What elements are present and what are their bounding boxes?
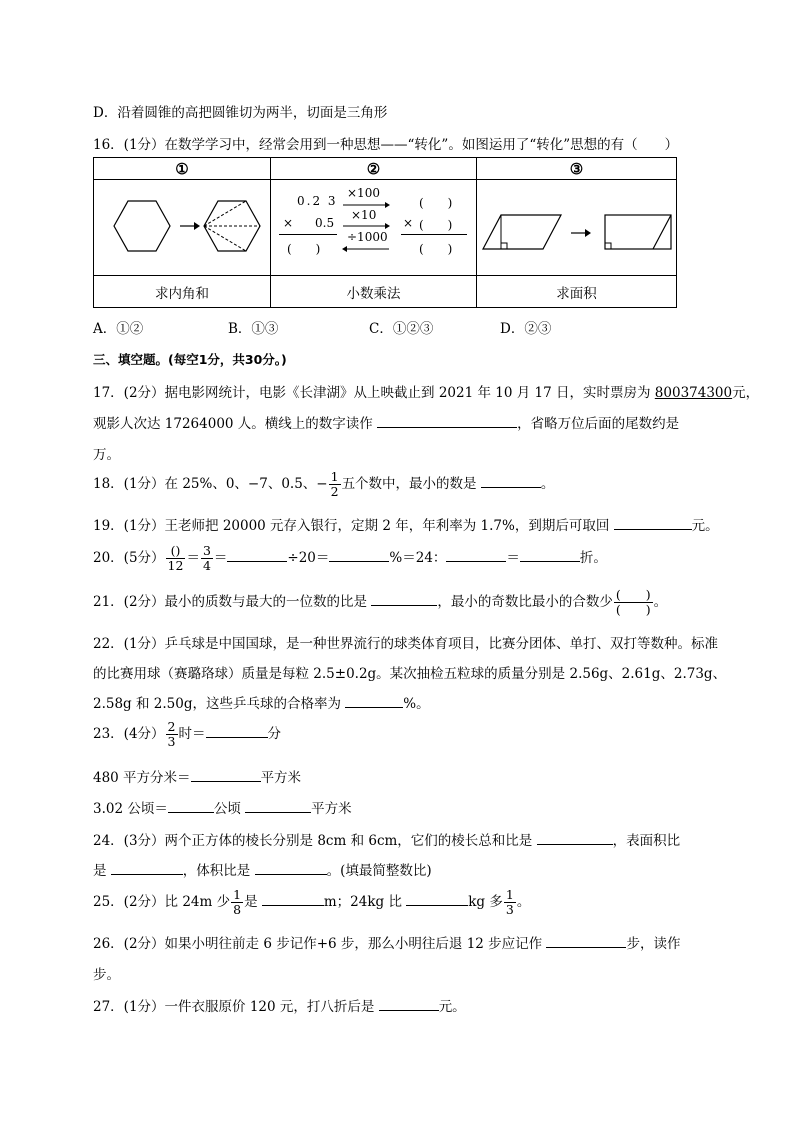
q25-fraction-1: $\frac{1}{8}$	[233, 887, 242, 917]
q16-figure-table	[93, 157, 677, 308]
q26-line-1: 26．(2分）如果小明往前走 6 步记作+6 步，那么小明往后退 12 步应记作 步，读作	[93, 932, 680, 952]
q19-line: 19．(1分）王老师把 20000 元存入银行，定期 2 年，年利率为 1.7%，到期后可取回 元。	[93, 514, 719, 534]
q24-line-2: 是 ，体积比是 。(填最简整数比)	[93, 859, 432, 879]
fig-caption-1: 求内角和	[94, 276, 271, 308]
calc-result-2: ( )	[419, 218, 453, 232]
q22-line-2: 的比赛用球（赛璐珞球）质量是每粒 2.5±0.2g。某次抽检五粒球的质量分别是 2.56g、2.61g、2.73g、	[93, 666, 727, 682]
q17-underlined-number: 800374300	[654, 385, 733, 401]
q15-option-d: D．沿着圆锥的高把圆锥切为两半，切面是三角形	[93, 105, 388, 121]
q27-line: 27．(1分）一件衣服原价 120 元，打八折后是 元。	[93, 995, 466, 1015]
q17-answer-blank-1[interactable]	[377, 413, 517, 428]
q21-fraction: $\frac{( )}{( )}$	[615, 587, 651, 617]
decimal-multiplication-diagram	[271, 180, 477, 276]
q25-fraction-2: $\frac{1}{3}$	[505, 887, 514, 917]
q22-answer-blank[interactable]	[345, 693, 403, 708]
q21-answer-blank[interactable]	[371, 591, 437, 606]
q20-blank-1[interactable]	[227, 547, 287, 562]
hexagon-diagram	[94, 180, 271, 276]
hexagon-to-triangles-svg	[94, 181, 270, 271]
q23-fraction: $\frac{2}{3}$	[167, 719, 176, 749]
q25-blank-1[interactable]	[262, 891, 324, 906]
calc-div1000-label: ÷1000	[347, 230, 388, 244]
fig-caption-3: 求面积	[477, 276, 677, 308]
q23-line-3: 3.02 公顷＝ 公顷 平方米	[93, 797, 352, 817]
q16-option-d: D．②③	[500, 321, 552, 337]
q24-line-1: 24．(3分）两个正方体的棱长分别是 8cm 和 6cm，它们的棱长总和比是 ，表面积比	[93, 829, 680, 849]
q17-line-3: 万。	[93, 447, 120, 463]
q18-fraction: $\frac{1}{2}$	[330, 469, 339, 499]
q24-blank-2[interactable]	[111, 860, 183, 875]
q20-blank-3[interactable]	[446, 547, 506, 562]
calc-factor-a: 0.2 3	[297, 194, 338, 208]
q23-blank-4[interactable]	[245, 798, 311, 813]
calc-x10-label: ×10	[351, 208, 377, 222]
q27-answer-blank[interactable]	[379, 996, 439, 1011]
q16-stem: 16．(1分）在数学学习中，经常会用到一种思想——“转化”。如图运用了“转化”思想的有（ ）	[93, 137, 679, 153]
calc-times-sign-1: ×	[283, 216, 294, 230]
q22-line-3: 2.58g 和 2.50g，这些乒乓球的合格率为 %。	[93, 692, 430, 712]
q23-blank-2[interactable]	[191, 767, 261, 782]
parallelogram-diagram	[477, 180, 677, 276]
q16-option-c: C．①②③	[369, 321, 434, 337]
fig-caption-2: 小数乘法	[271, 276, 477, 308]
q20-fraction-2: $\frac{3}{4}$	[202, 543, 211, 573]
calc-result-left: ( )	[287, 242, 321, 256]
q26-line-2: 步。	[93, 967, 120, 983]
calc-times-sign-2: ×	[403, 216, 414, 230]
q18-line: 18．(1分）在 25%、0、−7、0.5、− $\frac{1}{2}$ 五个数中，最小的数是 。	[93, 469, 555, 499]
calc-result-1: ( )	[419, 196, 453, 210]
fig-label-2: ②	[271, 158, 477, 180]
parallelogram-to-rectangle-svg	[477, 181, 676, 271]
q26-blank-1[interactable]	[546, 933, 626, 948]
q25-line: 25．(2分）比 24m 少 $\frac{1}{8}$ 是 m；24kg 比 kg 多 $\frac{1}{3}$ 。	[93, 887, 531, 917]
q19-answer-blank[interactable]	[614, 515, 692, 530]
section-3-heading: 三、填空题。(每空1分，共30分。)	[93, 352, 287, 367]
q25-blank-2[interactable]	[406, 891, 468, 906]
calc-factor-b: 0.5	[315, 216, 335, 230]
q23-blank-3[interactable]	[168, 798, 214, 813]
fig-label-1: ①	[94, 158, 271, 180]
q17-line-2: 观影人次达 17264000 人。横线上的数字读作 ，省略万位后面的尾数约是	[93, 412, 679, 432]
fig-label-3: ③	[477, 158, 677, 180]
q20-blank-2[interactable]	[329, 547, 389, 562]
q23-line-2: 480 平方分米＝ 平方米	[93, 766, 301, 786]
q23-blank-1[interactable]	[206, 723, 268, 738]
calc-result-3: ( )	[419, 242, 453, 256]
q20-line: 20．(5分） $\frac{()}{12}$ ＝ $\frac{3}{4}$ ＝ ÷20＝ %＝24： ＝ 折。	[93, 543, 607, 573]
q16-option-b: B．①③	[228, 321, 279, 337]
q16-option-a: A．①②	[93, 321, 144, 337]
q20-fraction-1: $\frac{()}{12}$	[167, 543, 184, 573]
q20-blank-4[interactable]	[520, 547, 580, 562]
calc-x100-label: ×100	[347, 186, 380, 200]
q23-line-1: 23．(4分） $\frac{2}{3}$ 时＝ 分	[93, 719, 281, 749]
q17-line-1: 17．(2分）据电影网统计，电影《长津湖》从上映截止到 2021 年 10 月 17 日，实时票房为 800374300元，	[93, 385, 760, 401]
q18-answer-blank[interactable]	[481, 473, 541, 488]
q22-line-1: 22．(1分）乒乓球是中国国球，是一种世界流行的球类体育项目，比赛分团体、单打、双打等数种。标准	[93, 636, 719, 652]
q24-blank-3[interactable]	[255, 860, 327, 875]
q21-line: 21．(2分）最小的质数与最大的一位数的比是 ，最小的奇数比最小的合数少 $\frac{( )}{( )}$ 。	[93, 587, 668, 617]
q24-blank-1[interactable]	[537, 830, 613, 845]
